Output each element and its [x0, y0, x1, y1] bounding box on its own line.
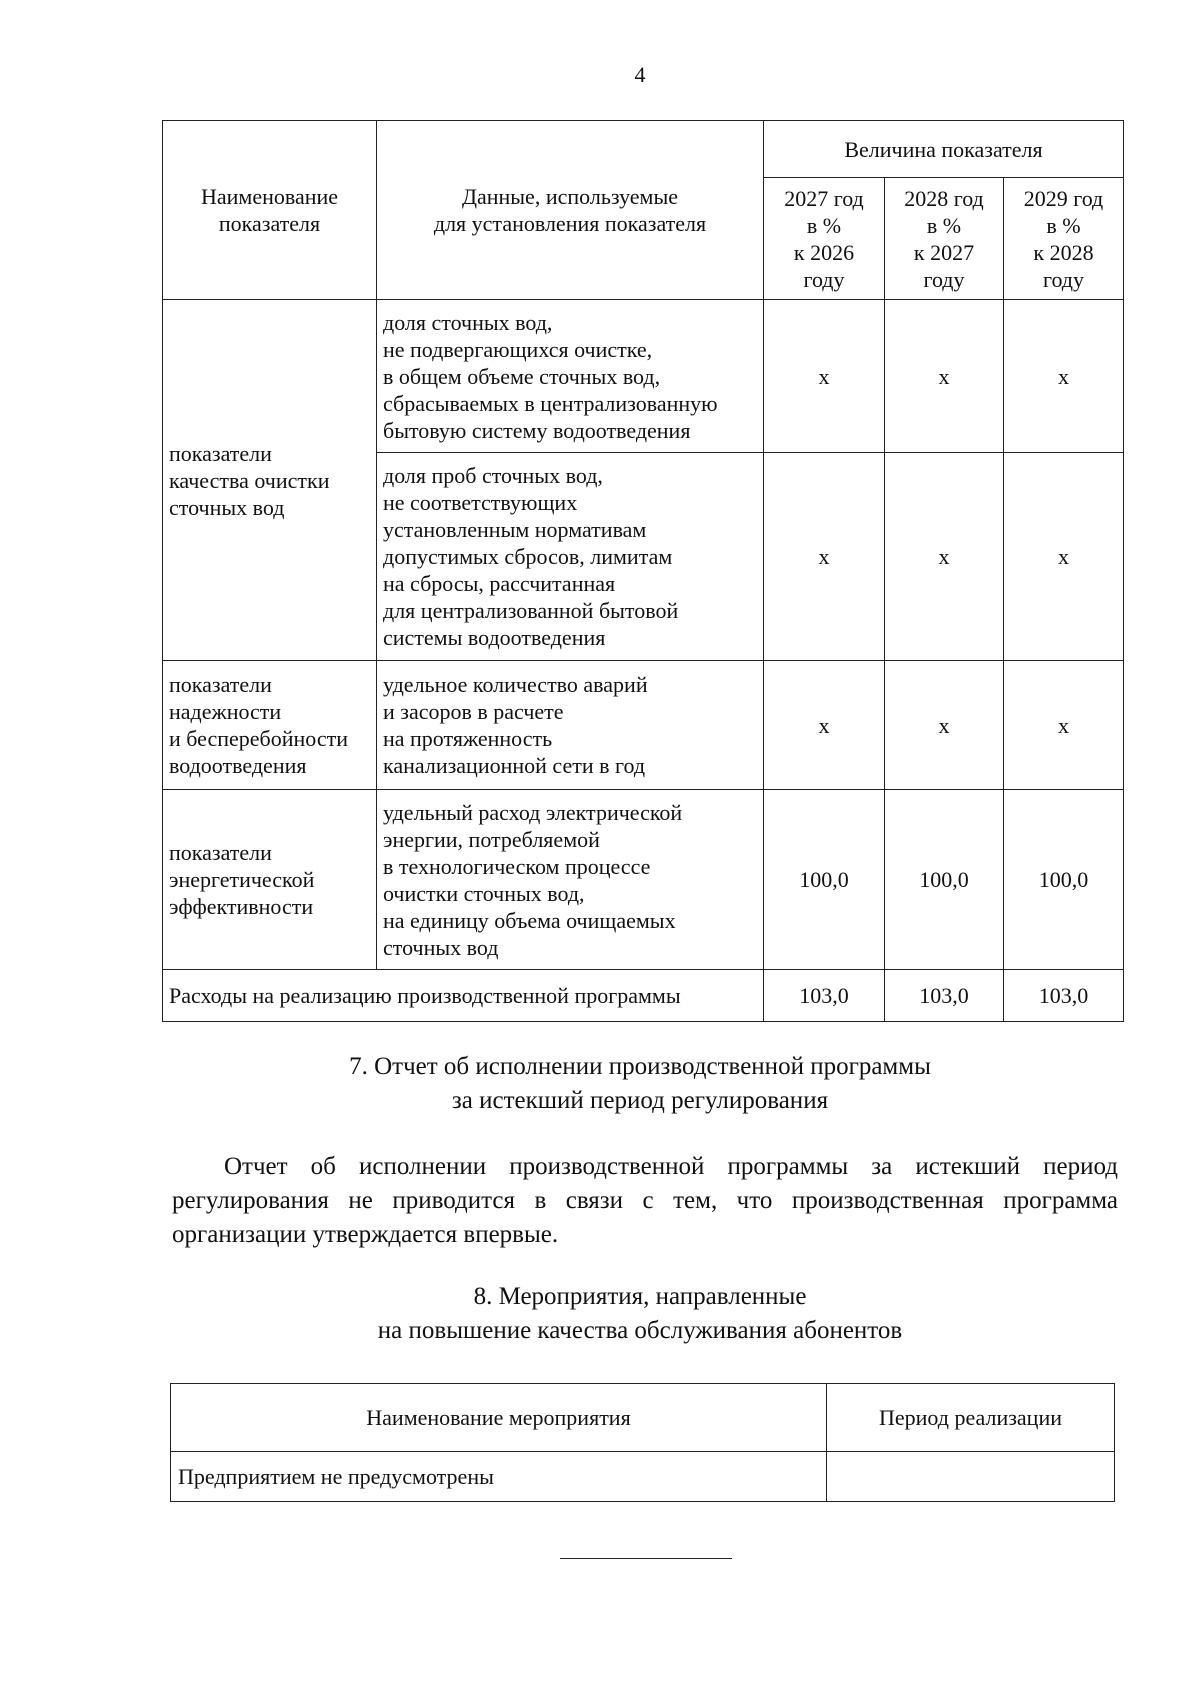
header-year-2029: 2029 год в % к 2028 году — [1004, 178, 1124, 300]
cell-value: х — [764, 300, 885, 453]
cell-value: 100,0 — [764, 790, 885, 970]
measures-header-period: Период реализации — [827, 1384, 1115, 1452]
cell-value: х — [1004, 300, 1124, 453]
end-divider — [560, 1558, 732, 1559]
measures-table — [170, 1383, 1115, 1502]
section7-title: 7. Отчет об исполнении производственной программы за истекший период регулирования — [349, 1053, 931, 1114]
header-indicator-data: Данные, используемые для установления показателя — [377, 121, 764, 300]
page-number: 4 — [634, 62, 646, 87]
total-value: 103,0 — [764, 970, 885, 1022]
cell-value: х — [764, 453, 885, 661]
group-name-energy-efficiency: показатели энергетической эффективности — [163, 790, 377, 970]
cell-value: х — [764, 661, 885, 790]
cell-value: х — [885, 453, 1004, 661]
row-data-untreated-share: доля сточных вод, не подвергающихся очистке, в общем объеме сточных вод, сбрасываемых в централизованную бытовую систему водоотведения — [377, 300, 764, 453]
section7-text: Отчет об исполнении производственной программы за истекший период регулирования не приводится в связи с тем, что производственная программа организации утверждается впервые. — [172, 1153, 1118, 1248]
row-data-energy-consumption: удельный расход электрической энергии, потребляемой в технологическом процессе очистки сточных вод, на единицу объема очищаемых сточных вод — [377, 790, 764, 970]
total-value: 103,0 — [885, 970, 1004, 1022]
group-name-cleaning-quality: показатели качества очистки сточных вод — [163, 300, 377, 661]
row-data-noncompliant-samples: доля проб сточных вод, не соответствующих установленным нормативам допустимых сбросов, лимитам на сбросы, рассчитанная для централизованной бытовой системы водоотведения — [377, 453, 764, 661]
section8-title: 8. Мероприятия, направленные на повышение качества обслуживания абонентов — [377, 1283, 903, 1344]
cell-value: х — [1004, 453, 1124, 661]
header-indicator-name: Наименование показателя — [163, 121, 377, 300]
group-name-reliability: показатели надежности и бесперебойности водоотведения — [163, 661, 377, 790]
header-year-2028: 2028 год в % к 2027 году — [885, 178, 1004, 300]
header-year-2027: 2027 год в % к 2026 году — [764, 178, 885, 300]
header-value-group: Величина показателя — [764, 121, 1124, 178]
cell-value: х — [1004, 661, 1124, 790]
total-row-label: Расходы на реализацию производственной программы — [163, 970, 764, 1022]
total-value: 103,0 — [1004, 970, 1124, 1022]
row-data-accidents: удельное количество аварий и засоров в расчете на протяженность канализационной сети в год — [377, 661, 764, 790]
cell-value: х — [885, 300, 1004, 453]
cell-value: х — [885, 661, 1004, 790]
cell-value: 100,0 — [885, 790, 1004, 970]
measures-row-name: Предприятием не предусмотрены — [171, 1452, 827, 1502]
indicators-table — [162, 120, 1124, 1022]
measures-row-period — [827, 1452, 1115, 1502]
measures-header-name: Наименование мероприятия — [171, 1384, 827, 1452]
cell-value: 100,0 — [1004, 790, 1124, 970]
